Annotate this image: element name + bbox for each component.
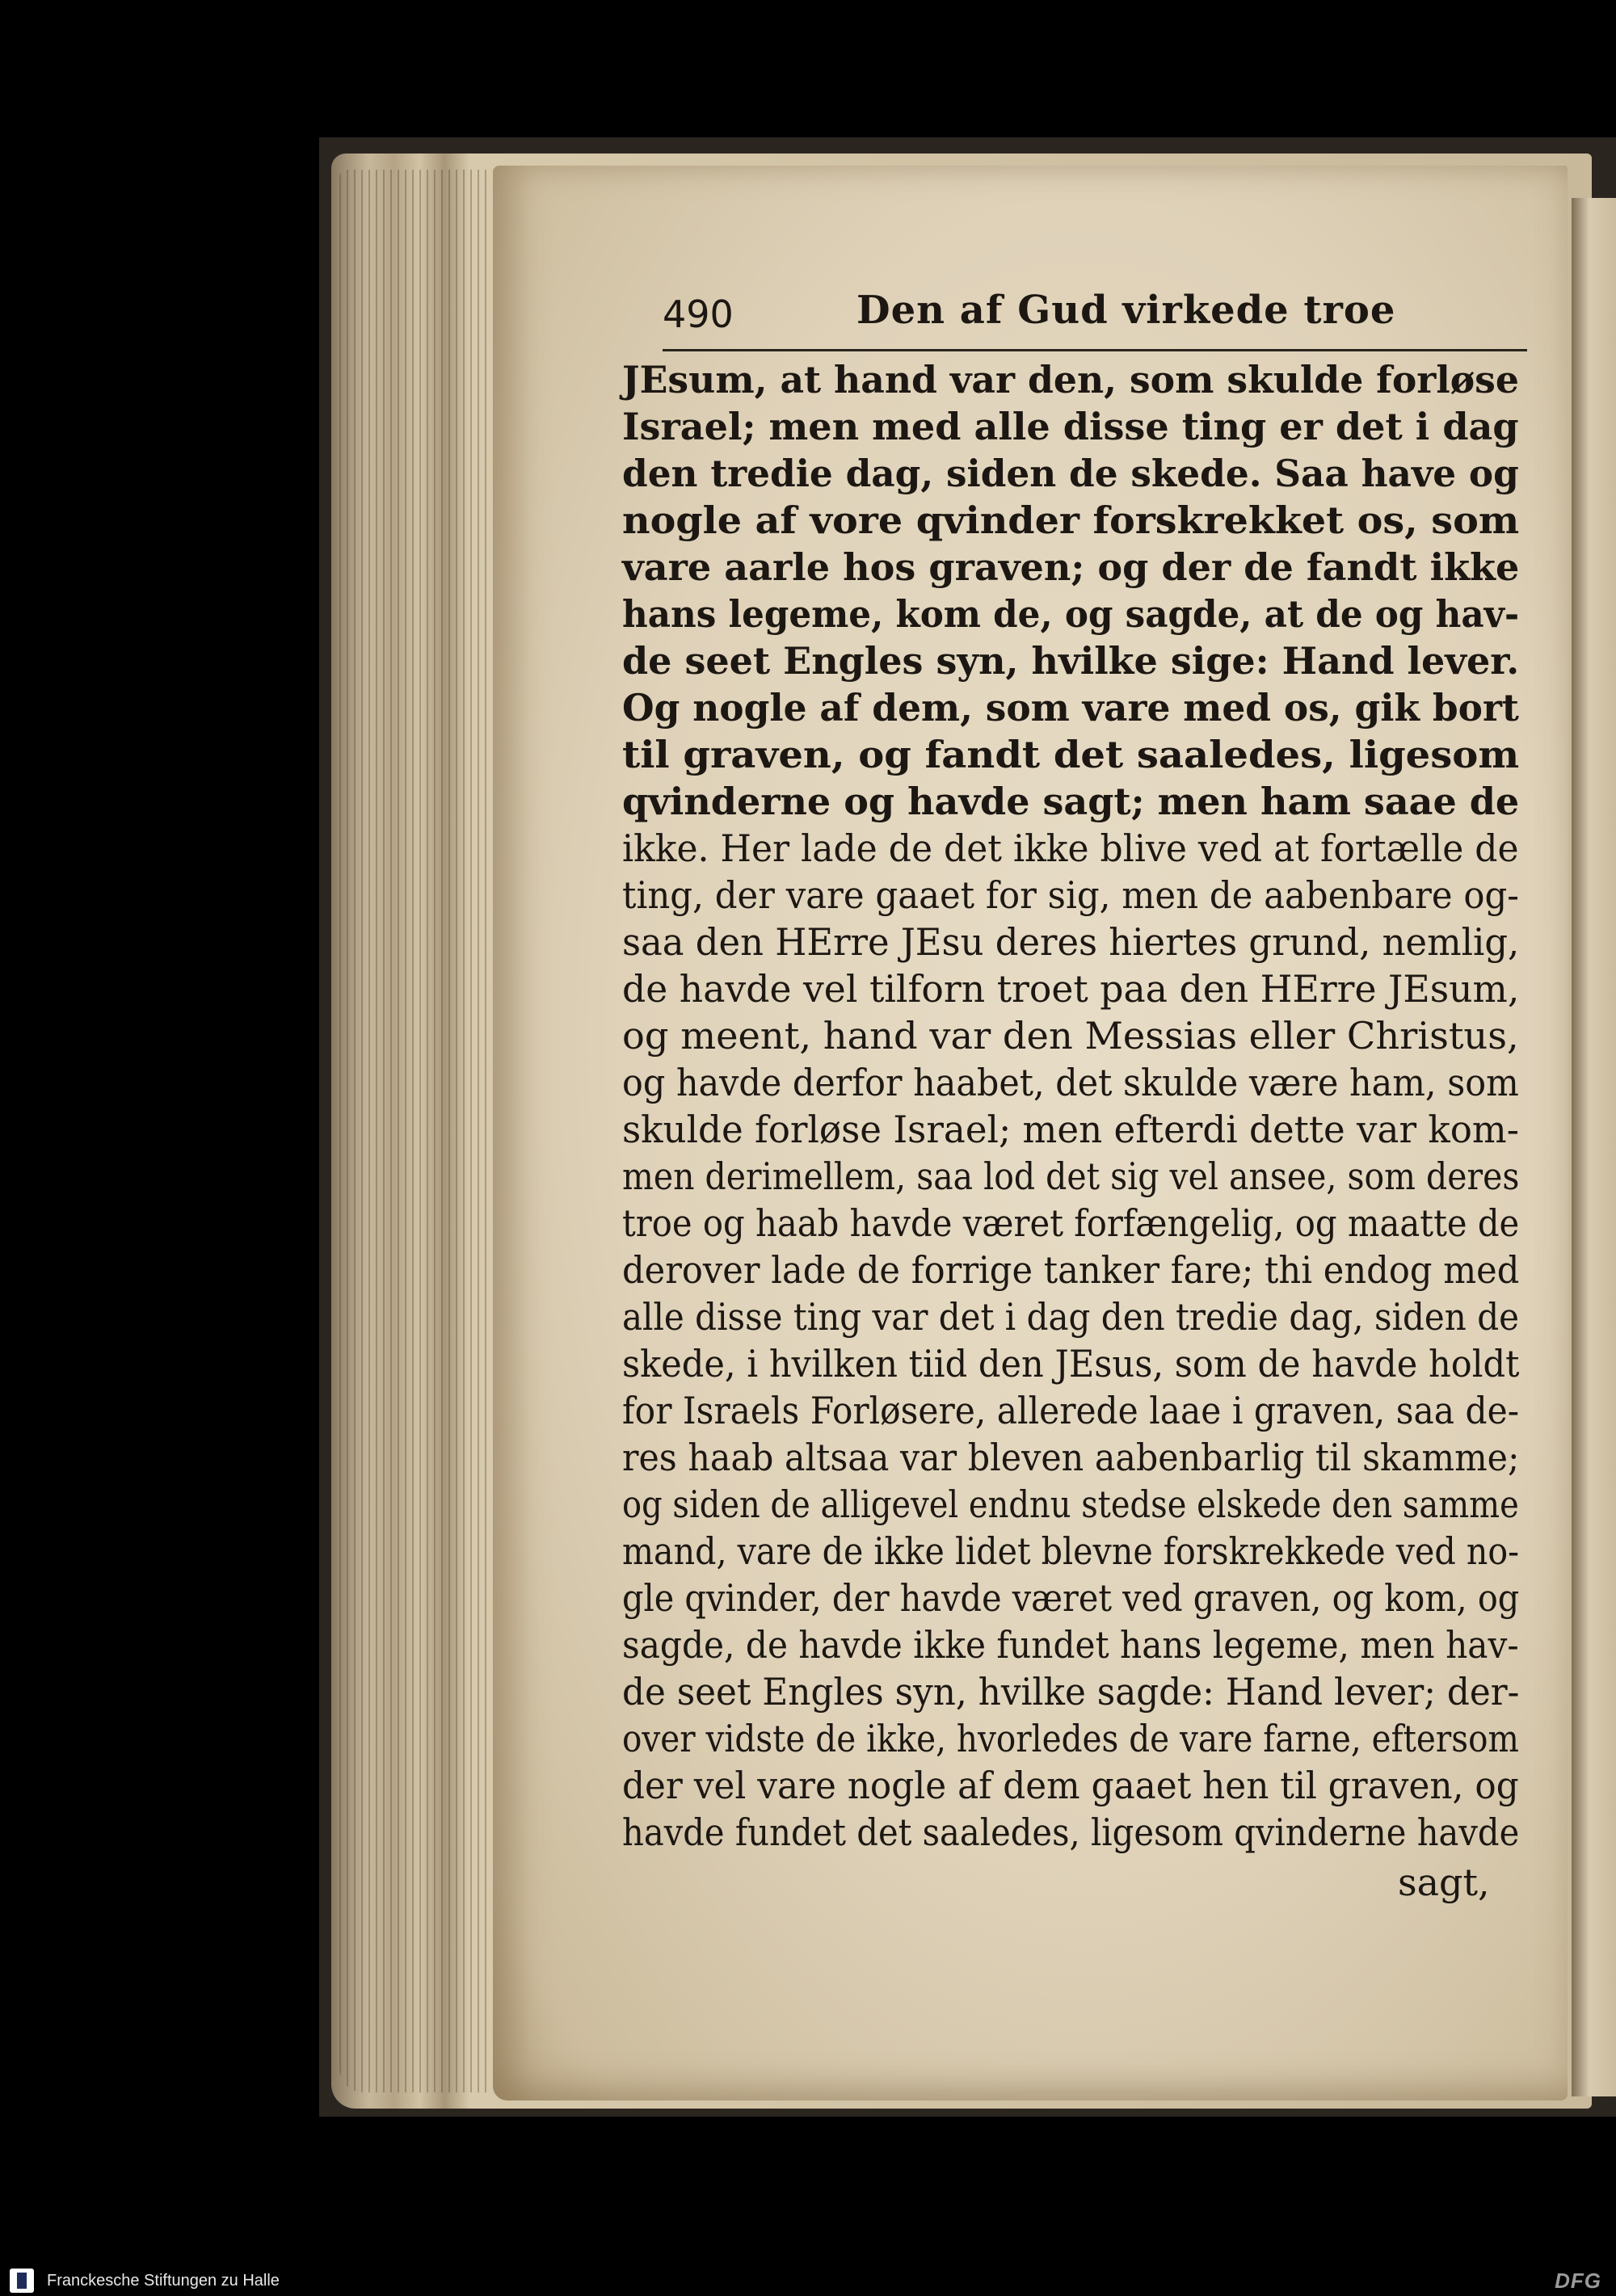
text-line: res haab altsaa var bleven aabenbarlig til skamme;	[622, 1436, 1520, 1479]
text-line: og meent, hand var den Messias eller Christus,	[622, 1014, 1519, 1058]
text-line: ikke. Her lade de det ikke blive ved at fortælle de	[622, 826, 1519, 870]
running-head	[663, 288, 1519, 349]
facing-page-edge	[1572, 198, 1616, 2096]
head-rule	[663, 349, 1527, 351]
catchword: sagt,	[1398, 1861, 1490, 1904]
dfg-logo: DFG	[1555, 2269, 1601, 2293]
text-line: derover lade de forrige tanker fare; thi endog med	[622, 1248, 1520, 1292]
page-number: 490	[663, 292, 734, 336]
text-line: sagde, de havde ikke fundet hans legeme, men hav-	[622, 1623, 1519, 1667]
text-line: JEsum, at hand var den, som skulde forløse	[622, 358, 1519, 402]
page-edge-lines	[339, 170, 489, 2092]
footer-credit: Franckesche Stiftungen zu Halle	[47, 2272, 280, 2290]
text-line: men derimellem, saa lod det sig vel ansee, som deres	[622, 1154, 1520, 1198]
text-line: og siden de alligevel endnu stedse elskede den samme	[622, 1482, 1519, 1526]
text-line: de seet Engles syn, hvilke sige: Hand lever.	[622, 639, 1520, 683]
running-title: Den af Gud virkede troe	[856, 288, 1396, 333]
footer-bar	[0, 2265, 1616, 2296]
text-line: vare aarle hos graven; og der de fandt ikke	[622, 545, 1520, 589]
text-line: skede, i hvilken tiid den JEsus, som de havde holdt	[622, 1342, 1520, 1386]
text-line: og havde derfor haabet, det skulde være ham, som	[622, 1061, 1519, 1104]
text-line: til graven, og fandt det saaledes, ligesom	[622, 733, 1520, 776]
text-line: troe og haab havde været forfængelig, og maatte de	[622, 1201, 1520, 1245]
text-line: den tredie dag, siden de skede. Saa have og	[622, 452, 1519, 495]
text-line: havde fundet det saaledes, ligesom qvinderne havde	[622, 1810, 1520, 1854]
text-line: Israel; men med alle disse ting er det i dag	[622, 405, 1519, 448]
text-line: over vidste de ikke, hvorledes de vare farne, eftersom	[622, 1717, 1519, 1760]
text-line: saa den HErre JEsu deres hiertes grund, nemlig,	[622, 920, 1520, 964]
text-line: mand, vare de ikke lidet blevne forskrekkede ved no-	[622, 1529, 1520, 1573]
text-line: alle disse ting var det i dag den tredie dag, siden de	[622, 1295, 1519, 1339]
text-line: Og nogle af dem, som vare med os, gik bort	[622, 686, 1519, 730]
text-line: qvinderne og havde sagt; men ham saae de	[622, 780, 1520, 823]
text-line: nogle af vore qvinder forskrekket os, som	[622, 498, 1520, 542]
text-line: gle qvinder, der havde været ved graven, og kom, og	[622, 1576, 1520, 1620]
text-line: de havde vel tilforn troet paa den HErre JEsum,	[622, 967, 1520, 1011]
text-line: der vel vare nogle af dem gaaet hen til graven, og	[622, 1764, 1519, 1807]
text-line: hans legeme, kom de, og sagde, at de og hav-	[622, 592, 1520, 636]
text-line: de seet Engles syn, hvilke sagde: Hand lever; der-	[622, 1670, 1520, 1714]
text-line: ting, der vare gaaet for sig, men de aabenbare og-	[622, 873, 1519, 917]
text-line: skulde forløse Israel; men efterdi dette var kom-	[622, 1108, 1519, 1151]
text-line: for Israels Forløsere, allerede laae i graven, saa de-	[622, 1389, 1520, 1432]
institution-logo-icon	[10, 2269, 34, 2293]
